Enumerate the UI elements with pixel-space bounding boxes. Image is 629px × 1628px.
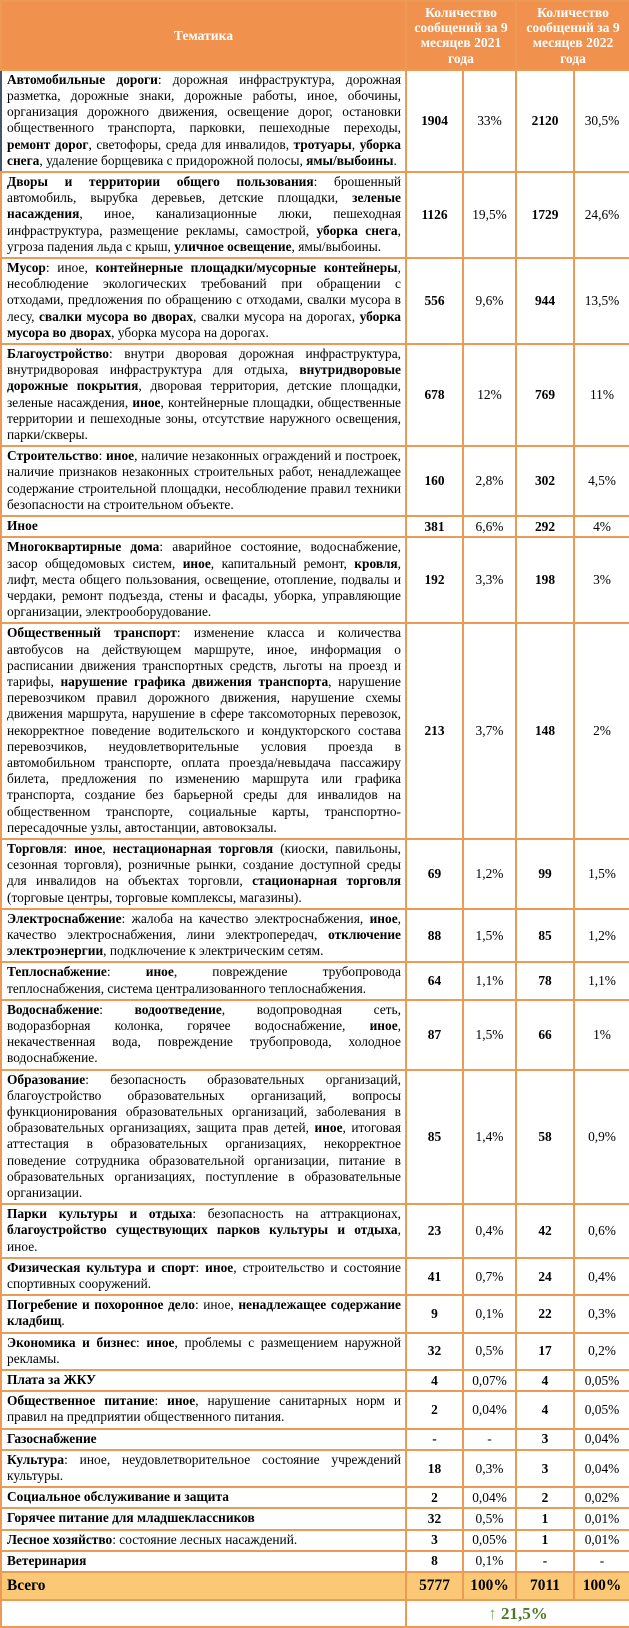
header-count-2022: Количество сообщений за 9 месяцев 2022 года	[516, 1, 629, 70]
table-header	[1, 1, 629, 70]
theme-cell: Строительство: иное, наличие незаконных ограждений и построек, наличие признаков незаконных строительных работ, ненадлежащее содержание строительной площадки, несоблюдение правил техники безопасности на строительном объекте.	[1, 446, 406, 516]
theme-cell: Газоснабжение	[1, 1429, 406, 1450]
percent-2021-cell: 33%	[463, 70, 516, 172]
table-row	[1, 1530, 629, 1551]
count-2022-cell: 1729	[516, 172, 574, 258]
count-2022-cell: 148	[516, 623, 574, 839]
count-2022-cell: 769	[516, 344, 574, 446]
count-2022-cell: 78	[516, 962, 574, 999]
percent-2022-cell: 0,05%	[574, 1391, 629, 1428]
table-row	[1, 344, 629, 446]
count-2022-cell: 4	[516, 1370, 574, 1391]
table-row	[1, 623, 629, 839]
count-2021-cell: 9	[406, 1295, 463, 1332]
theme-cell: Ветеринария	[1, 1551, 406, 1572]
table-row	[1, 258, 629, 344]
percent-2022-cell: 0,4%	[574, 1258, 629, 1295]
table-row	[1, 839, 629, 909]
theme-cell: Торговля: иное, нестационарная торговля (киоски, павильоны, сезонная торговля), розничные рынки, создание доступной среды для инвалидов на объектах торговли, стационарная торговля (торговые центры, торговые комплексы, магазины).	[1, 839, 406, 909]
count-2022-cell: 66	[516, 1000, 574, 1070]
percent-2022-cell: 0,04%	[574, 1450, 629, 1487]
percent-2021-cell: 12%	[463, 344, 516, 446]
table-row	[1, 962, 629, 999]
percent-2022-cell: 0,05%	[574, 1370, 629, 1391]
count-2021-cell: 2	[406, 1391, 463, 1428]
theme-cell: Теплоснабжение: иное, повреждение трубопровода теплоснабжения, система централизованного теплоснабжения.	[1, 962, 406, 999]
percent-2021-cell: 0,5%	[463, 1508, 516, 1529]
count-2021-cell: 1126	[406, 172, 463, 258]
percent-2022-cell: 0,01%	[574, 1530, 629, 1551]
total-percent-2022: 100%	[574, 1572, 629, 1600]
count-2022-cell: 2	[516, 1487, 574, 1508]
percent-2022-cell: 4,5%	[574, 446, 629, 516]
theme-cell: Благоустройство: внутри дворовая дорожная инфраструктура, внутридворовая инфраструктура для отдыха, внутридворовые дорожные покрытия, дворовая территория, детские площадки, зеленые насаждения, иное, контейнерные площадки, общественные территории и пешеходные зоны, отсутствие наружного освещения, парки/скверы.	[1, 344, 406, 446]
percent-2021-cell: -	[463, 1429, 516, 1450]
table-footer	[1, 1572, 629, 1627]
percent-2021-cell: 0,05%	[463, 1530, 516, 1551]
theme-cell: Физическая культура и спорт: иное, строительство и состояние спортивных сооружений.	[1, 1258, 406, 1295]
count-2021-cell: 88	[406, 909, 463, 963]
count-2022-cell: 2120	[516, 70, 574, 172]
theme-cell: Общественное питание: иное, нарушение санитарных норм и правил на предприятии общественного питания.	[1, 1391, 406, 1428]
table-row	[1, 446, 629, 516]
count-2021-cell: 64	[406, 962, 463, 999]
count-2022-cell: 1	[516, 1508, 574, 1529]
table-row	[1, 1450, 629, 1487]
percent-2021-cell: 0,1%	[463, 1295, 516, 1332]
count-2022-cell: 17	[516, 1333, 574, 1370]
count-2021-cell: 556	[406, 258, 463, 344]
theme-cell: Автомобильные дороги: дорожная инфраструктура, дорожная разметка, дорожные знаки, дорожные работы, иное, обочины, организация дорожного движения, освещение дорог, остановки общественного транспорта, парковки, пешеходные переходы, ремонт дорог, светофоры, среда для инвалидов, тротуары, уборка снега, удаление борщевика с придорожной полосы, ямы/выбоины.	[1, 70, 406, 172]
count-2022-cell: 99	[516, 839, 574, 909]
percent-2022-cell: 0,9%	[574, 1070, 629, 1205]
total-count-2022: 7011	[516, 1572, 574, 1600]
count-2021-cell: 192	[406, 537, 463, 623]
total-row	[1, 1572, 629, 1600]
percent-2021-cell: 1,5%	[463, 1000, 516, 1070]
percent-2021-cell: 2,8%	[463, 446, 516, 516]
count-2021-cell: 1904	[406, 70, 463, 172]
theme-cell: Иное	[1, 516, 406, 537]
header-count-2021: Количество сообщений за 9 месяцев 2021 года	[406, 1, 516, 70]
theme-cell: Дворы и территории общего пользования: брошенный автомобиль, вырубка деревьев, детские площадки, зеленые насаждения, иное, канализационные люки, пешеходная инфраструктура, размещение рекламы, самострой, уборка снега, угроза падения льда с крыш, уличное освещение, ямы/выбоины.	[1, 172, 406, 258]
percent-2021-cell: 0,1%	[463, 1551, 516, 1572]
percent-2022-cell: 4%	[574, 516, 629, 537]
percent-2022-cell: 1,2%	[574, 909, 629, 963]
percent-2021-cell: 3,3%	[463, 537, 516, 623]
theme-cell: Парки культуры и отдыха: безопасность на аттракционах, благоустройство существующих парков культуры и отдыха, иное.	[1, 1204, 406, 1258]
table-row	[1, 1333, 629, 1370]
percent-2021-cell: 1,4%	[463, 1070, 516, 1205]
count-2021-cell: 4	[406, 1370, 463, 1391]
count-2022-cell: 944	[516, 258, 574, 344]
count-2021-cell: 160	[406, 446, 463, 516]
table-row	[1, 1000, 629, 1070]
percent-2021-cell: 0,7%	[463, 1258, 516, 1295]
rows-body	[1, 70, 629, 1572]
table-row	[1, 172, 629, 258]
table-row	[1, 1258, 629, 1295]
count-2021-cell: 32	[406, 1333, 463, 1370]
percent-2022-cell: 0,02%	[574, 1487, 629, 1508]
table-row	[1, 1370, 629, 1391]
theme-cell: Погребение и похоронное дело: иное, ненадлежащее содержание кладбищ.	[1, 1295, 406, 1332]
table-row	[1, 516, 629, 537]
count-2022-cell: 24	[516, 1258, 574, 1295]
count-2022-cell: 292	[516, 516, 574, 537]
theme-cell: Образование: безопасность образовательных организаций, благоустройство образовательных организаций, вопросы функционирования образовательных организаций, заболевания в образовательных организациях, защита прав детей, иное, итоговая аттестация в образовательных организациях, некорректное поведение сотрудника образовательной организации, питание в образовательных организациях, поступление в образовательные организации.	[1, 1070, 406, 1205]
count-2022-cell: 85	[516, 909, 574, 963]
percent-2022-cell: 0,3%	[574, 1295, 629, 1332]
theme-cell: Горячее питание для младшеклассников	[1, 1508, 406, 1529]
count-2021-cell: 18	[406, 1450, 463, 1487]
count-2022-cell: 4	[516, 1391, 574, 1428]
percent-2021-cell: 1,1%	[463, 962, 516, 999]
table-row	[1, 1070, 629, 1205]
count-2021-cell: 41	[406, 1258, 463, 1295]
count-2021-cell: 2	[406, 1487, 463, 1508]
growth-row-spacer	[1, 1600, 406, 1627]
percent-2021-cell: 1,2%	[463, 839, 516, 909]
theme-cell: Лесное хозяйство: состояние лесных насаждений.	[1, 1530, 406, 1551]
count-2022-cell: 302	[516, 446, 574, 516]
theme-cell: Социальное обслуживание и защита	[1, 1487, 406, 1508]
percent-2022-cell: 30,5%	[574, 70, 629, 172]
table-row	[1, 1391, 629, 1428]
count-2022-cell: 3	[516, 1450, 574, 1487]
total-count-2021: 5777	[406, 1572, 463, 1600]
count-2021-cell: 23	[406, 1204, 463, 1258]
theme-cell: Экономика и бизнес: иное, проблемы с размещением наружной рекламы.	[1, 1333, 406, 1370]
percent-2021-cell: 9,6%	[463, 258, 516, 344]
count-2021-cell: 85	[406, 1070, 463, 1205]
percent-2022-cell: 0,01%	[574, 1508, 629, 1529]
count-2021-cell: 678	[406, 344, 463, 446]
count-2022-cell: 3	[516, 1429, 574, 1450]
count-2022-cell: 1	[516, 1530, 574, 1551]
percent-2022-cell: 2%	[574, 623, 629, 839]
theme-cell: Мусор: иное, контейнерные площадки/мусорные контейнеры, несоблюдение экологических требований при обращении с отходами, предложения по обращению с отходами, свалки мусора в лесу, свалки мусора во дворах, свалки мусора на дорогах, уборка мусора во дворах, уборка мусора на дорогах.	[1, 258, 406, 344]
theme-cell: Плата за ЖКУ	[1, 1370, 406, 1391]
theme-cell: Водоснабжение: водоотведение, водопроводная сеть, водоразборная колонка, горячее водоснабжение, иное, некачественная вода, повреждение трубопровода, холодное водоснабжение.	[1, 1000, 406, 1070]
growth-row	[1, 1600, 629, 1627]
theme-cell: Общественный транспорт: изменение класса и количества автобусов на действующем маршруте, иное, информация о расписании движения транспортных средств, льготы на проезд и тарифы, нарушение графика движения транспорта, нарушение перевозчиком правил дорожного движения, нарушение схемы движения маршрута, нарушение в сфере таксомоторных перевозок, некорректное поведение водительского и кондукторского состава перевозчиков, неудовлетворительные условия проезда в автомобильном транспорте, оплата проезда/невыдача пассажиру билета, предложения по изменению маршрута или графика транспорта, создание без барьерной среды для инвалидов на общественном транспорте, социальные карты, транспортно-пересадочные узлы, автостанции, автовокзалы.	[1, 623, 406, 839]
growth-cell	[406, 1600, 629, 1627]
percent-2021-cell: 0,3%	[463, 1450, 516, 1487]
theme-cell: Многоквартирные дома: аварийное состояние, водоснабжение, засор общедомовых систем, иное, капитальный ремонт, кровля, лифт, места общего пользования, освещение, отопление, подвалы и чердаки, ремонт подъезда, стены и фасады, уборка, управляющие организации, электрооборудование.	[1, 537, 406, 623]
table-row	[1, 1551, 629, 1572]
count-2021-cell: 32	[406, 1508, 463, 1529]
table-row	[1, 70, 629, 172]
total-percent-2021: 100%	[463, 1572, 516, 1600]
total-label: Всего	[1, 1572, 406, 1600]
percent-2022-cell: 1,1%	[574, 962, 629, 999]
percent-2022-cell: 0,04%	[574, 1429, 629, 1450]
percent-2021-cell: 0,4%	[463, 1204, 516, 1258]
count-2022-cell: 22	[516, 1295, 574, 1332]
up-arrow-icon: ↑	[488, 1603, 497, 1623]
percent-2021-cell: 1,5%	[463, 909, 516, 963]
count-2021-cell: -	[406, 1429, 463, 1450]
theme-cell: Культура: иное, неудовлетворительное состояние учреждений культуры.	[1, 1450, 406, 1487]
percent-2022-cell: 3%	[574, 537, 629, 623]
table-row	[1, 1487, 629, 1508]
percent-2022-cell: -	[574, 1551, 629, 1572]
table-row	[1, 1295, 629, 1332]
header-theme: Тематика	[1, 1, 406, 70]
count-2021-cell: 69	[406, 839, 463, 909]
table-row	[1, 909, 629, 963]
percent-2021-cell: 3,7%	[463, 623, 516, 839]
count-2021-cell: 381	[406, 516, 463, 537]
percent-2021-cell: 0,04%	[463, 1487, 516, 1508]
percent-2022-cell: 1,5%	[574, 839, 629, 909]
table-row	[1, 537, 629, 623]
count-2021-cell: 8	[406, 1551, 463, 1572]
percent-2022-cell: 1%	[574, 1000, 629, 1070]
table-row	[1, 1508, 629, 1529]
table-row	[1, 1204, 629, 1258]
count-2022-cell: 198	[516, 537, 574, 623]
table-row	[1, 1429, 629, 1450]
percent-2022-cell: 13,5%	[574, 258, 629, 344]
count-2021-cell: 87	[406, 1000, 463, 1070]
percent-2021-cell: 19,5%	[463, 172, 516, 258]
count-2022-cell: 58	[516, 1070, 574, 1205]
percent-2022-cell: 0,6%	[574, 1204, 629, 1258]
count-2021-cell: 3	[406, 1530, 463, 1551]
percent-2021-cell: 0,07%	[463, 1370, 516, 1391]
growth-value: 21,5%	[501, 1603, 548, 1623]
count-2022-cell: 42	[516, 1204, 574, 1258]
percent-2021-cell: 6,6%	[463, 516, 516, 537]
percent-2022-cell: 24,6%	[574, 172, 629, 258]
percent-2022-cell: 11%	[574, 344, 629, 446]
count-2022-cell: -	[516, 1551, 574, 1572]
theme-cell: Электроснабжение: жалоба на качество электроснабжения, иное, качество электроснабжения, лини электропередач, отключение электроэнергии, подключение к электрическим сетям.	[1, 909, 406, 963]
percent-2022-cell: 0,2%	[574, 1333, 629, 1370]
percent-2021-cell: 0,5%	[463, 1333, 516, 1370]
count-2021-cell: 213	[406, 623, 463, 839]
percent-2021-cell: 0,04%	[463, 1391, 516, 1428]
